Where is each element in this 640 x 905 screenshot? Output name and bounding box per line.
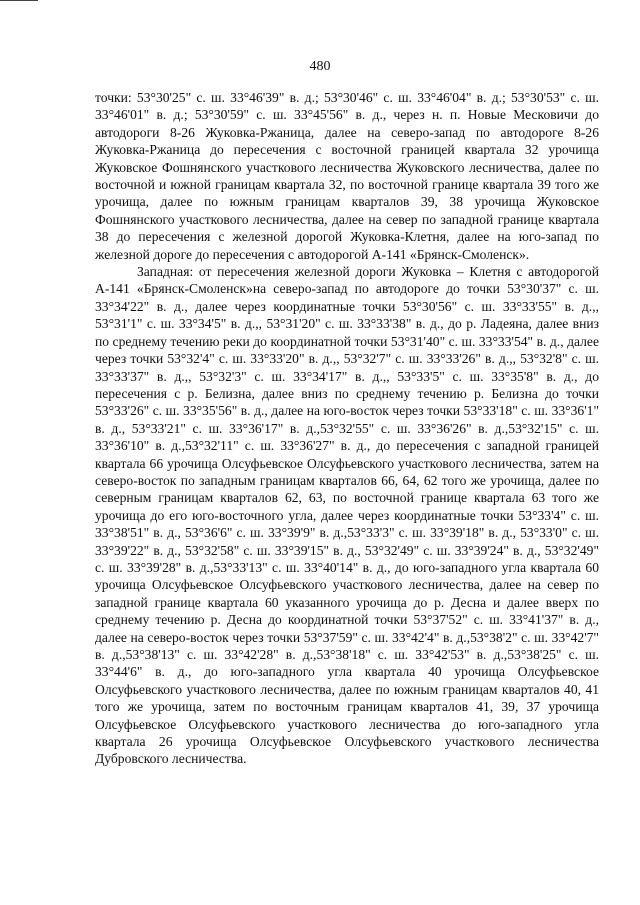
paragraph-western-boundary: Западная: от пересечения железной дороги Жуковка – Клетня с автодорогой А-141 «Брянск-Смоленск»на северо-запад по автодороге до точки 53°30'37" с. ш. 33°34'22" в. д., далее через координатные точки 53°30'56" с. ш. 33°33'55" в. д.,, 53°31'1" с. ш. 33°34'5" в. д.,, 53°31'20" с. ш. 33°33'38" в. д., до р. Ладеяна, далее вниз по среднему течению реки до координатной точки 53°31'40" с. ш. 33°33'54" в. д., далее через точки 53°32'4" с. ш. 33°33'20" в. д.,, 53°32'7" с. ш. 33°33'26" в. д.,, 53°32'8" с. ш. 33°33'37" в. д.,, 53°32'3" с. ш. 33°34'17" в. д.,, 53°33'5" с. ш. 33°35'8" в. д., до пересечения с р. Белизна, далее вниз по среднему течению р. Белизна до точки 53°33'26" с. ш. 33°35'56" в. д., далее на юго-восток через точки 53°33'18" с. ш. 33°36'1" в. д., 53°33'21" с. ш. 33°36'17" в. д.,53°32'55" с. ш. 33°36'26" в. д.,53°32'15" с. ш. 33°36'10" в. д.,53°32'11" с. ш. 33°36'27" в. д., до пересечения с западной границей квартала 66 урочища Олсуфьевское Олсуфьевского участкового лесничества, затем на северо-восток по западным границам кварталов 66, 64, 62 того же урочища, далее по северным границам кварталов 62, 63, по восточной границе квартала 63 того же урочища до его юго-восточного угла, далее через координатные точки 53°33'4" с. ш. 33°38'51" в. д., 53°36'6" с. ш. 33°39'9" в. д.,53°33'3" с. ш. 33°39'18" в. д., 53°33'0" с. ш. 33°39'22" в. д., 53°32'58" с. ш. 33°39'15" в. д., 53°32'49" с. ш. 33°39'24" в. д., 53°32'49" с. ш. 33°39'28" в. д.,53°33'13" с. ш. 33°40'14" в. д., до юго-западного угла квартала 60 урочища Олсуфьевское Олсуфьевского участкового лесничества, далее на север по западной границе квартала 60 указанного урочища до р. Десна и далее вверх по среднему течению р. Десна до координатной точки 53°37'52" с. ш. 33°41'37" в. д., далее на северо-восток через точки 53°37'59" с. ш. 33°42'4" в. д.,53°38'2" с. ш. 33°42'7" в. д.,53°38'13" с. ш. 33°42'28" в. д.,53°38'18" с. ш. 33°42'53" в. д.,53°38'25" с. ш. 33°44'6" в. д., до юго-западного угла квартала 40 урочища Олсуфьевское Олсуфьевского участкового лесничества, далее по южным границам кварталов 40, 41 того же урочища, затем по восточным границам кварталов 41, 39, 37 урочища Олсуфьевское Олсуфьевского участкового лесничества до юго-западного угла квартала 26 урочища Олсуфьевское Олсуфьевского участкового лесничества Дубровского лесничества. xyxy=(95,264,599,767)
body-text xyxy=(95,89,599,768)
top-edge-rule xyxy=(0,0,38,1)
paragraph-continuation: точки: 53°30'25" с. ш. 33°46'39" в. д.; 53°30'46" с. ш. 33°46'04" в. д.; 53°30'53" с. ш. 33°46'01" в. д.; 53°30'59" с. ш. 33°45'56" в. д., через н. п. Новые Месковичи до автодороги 8-26 Жуковка-Ржаница, далее на северо-запад по автодороге 8-26 Жуковка-Ржаница до пересечения с восточной границей квартала 32 урочища Жуковское Фошнянского участкового лесничества Жуковского лесничества, далее по восточной и южной границам квартала 32, по восточной границе квартала 39 того же урочища, далее по южным границам кварталов 39, 38 урочища Жуковское Фошнянского участкового лесничества, далее на север по западной границе квартала 38 до пересечения с железной дорогой Жуковка-Клетня, далее на юго-запад по железной дороге до пересечения с автодорогой А-141 «Брянск-Смоленск». xyxy=(95,90,599,262)
page-number: 480 xyxy=(309,59,331,74)
